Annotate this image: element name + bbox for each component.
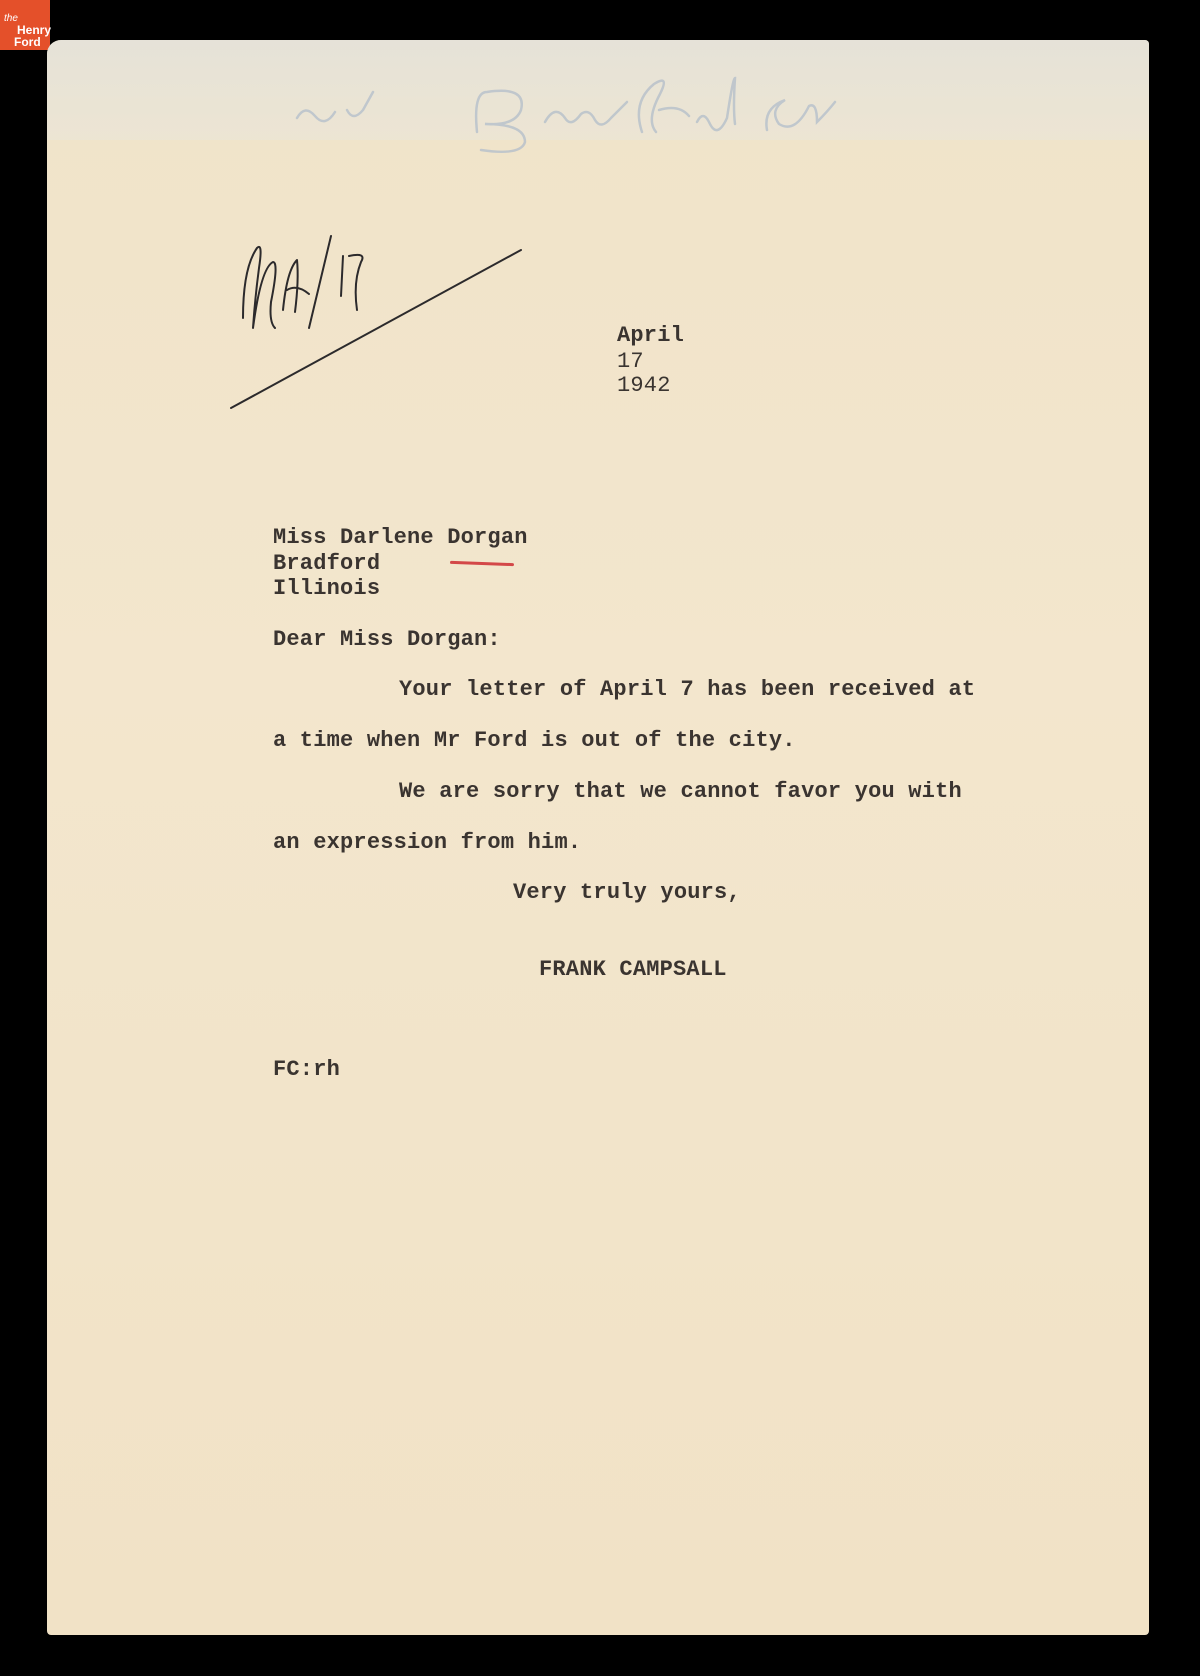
logo-text-ford: Ford <box>14 35 41 49</box>
date-month: April <box>617 323 685 348</box>
body-line-1: Your letter of April 7 has been received at <box>399 677 976 702</box>
closing: Very truly yours, <box>513 880 741 905</box>
body-line-3: We are sorry that we cannot favor you with <box>399 779 962 804</box>
logo-text-the: the <box>4 13 18 24</box>
typist-initials: FC:rh <box>273 1057 341 1082</box>
body-line-4: an expression from him. <box>273 830 582 855</box>
henry-ford-logo <box>0 0 50 50</box>
recipient-state: Illinois <box>273 576 381 601</box>
letter-page <box>47 40 1149 1635</box>
body-line-2: a time when Mr Ford is out of the city. <box>273 728 796 753</box>
date-year: 1942 <box>617 373 671 398</box>
red-pencil-underline <box>450 561 514 566</box>
handwritten-file-mark <box>47 40 1149 460</box>
date-day: 17 <box>617 349 644 374</box>
recipient-name: Miss Darlene Dorgan <box>273 525 528 550</box>
signature: FRANK CAMPSALL <box>539 957 727 982</box>
recipient-city: Bradford <box>273 551 381 576</box>
logo-text-henry: Henry <box>17 23 52 37</box>
salutation: Dear Miss Dorgan: <box>273 627 501 652</box>
